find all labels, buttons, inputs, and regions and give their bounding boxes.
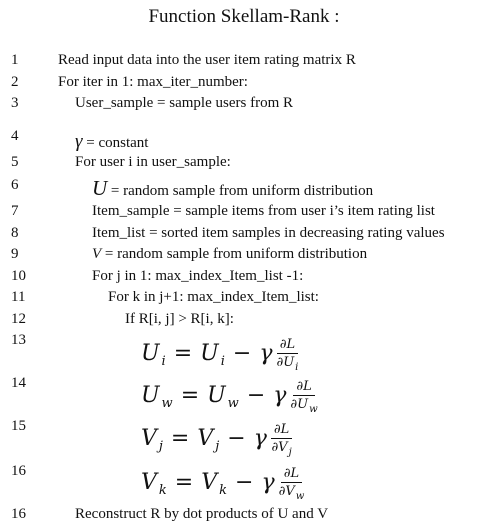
eq-gamma: γ bbox=[261, 469, 275, 495]
eq-equals: = bbox=[170, 425, 190, 451]
eq-denominator bbox=[290, 396, 318, 415]
line-number-7: 7 bbox=[11, 203, 19, 219]
eq-fraction bbox=[290, 378, 318, 415]
line-number-6: 6 bbox=[11, 177, 19, 193]
eq-gamma: γ bbox=[253, 425, 267, 451]
eq-fraction bbox=[276, 336, 299, 373]
line-12-text: If R[i, j] > R[i, k]: bbox=[125, 311, 234, 327]
eq-den-sub: w bbox=[309, 403, 318, 415]
line-number-12: 12 bbox=[11, 311, 26, 327]
line-number-5: 5 bbox=[11, 154, 19, 170]
line-11-text: For k in j+1: max_index_Item_list: bbox=[108, 289, 319, 305]
line-2-text: For iter in 1: max_iter_number: bbox=[58, 74, 248, 90]
eq-var: V bbox=[197, 425, 214, 451]
line-3-text: User_sample = sample users from R bbox=[75, 95, 293, 111]
eq-minus: − bbox=[227, 425, 246, 451]
line-number-13: 13 bbox=[11, 332, 26, 348]
v-symbol: V bbox=[92, 246, 102, 262]
line-6-rest: = random sample from uniform distribution bbox=[107, 183, 374, 199]
eq-numerator: ∂L bbox=[281, 466, 302, 483]
eq-numerator: ∂L bbox=[277, 337, 298, 354]
eq-equals: = bbox=[180, 382, 200, 408]
algorithm-title: Function Skellam-Rank : bbox=[148, 6, 340, 27]
eq-den-var: ∂V bbox=[278, 483, 295, 499]
line-10-text: For j in 1: max_index_Item_list -1: bbox=[92, 268, 304, 284]
line-number-16b: 16 bbox=[11, 506, 26, 522]
line-7-text: Item_sample = sample items from user i’s item rating list bbox=[92, 203, 435, 219]
line-9-rest: = random sample from uniform distribution bbox=[101, 246, 368, 262]
eq-equals: = bbox=[174, 469, 194, 495]
line-4-text bbox=[75, 131, 148, 153]
eq-var: U bbox=[141, 382, 160, 408]
line-number-1: 1 bbox=[11, 52, 19, 68]
line-9-text bbox=[92, 246, 367, 263]
eq-den-var: ∂V bbox=[271, 439, 288, 455]
eq-sub: j bbox=[158, 438, 163, 454]
eq-gamma: γ bbox=[259, 340, 273, 366]
line-number-3: 3 bbox=[11, 95, 19, 111]
eq-fraction bbox=[271, 421, 292, 458]
eq-sub: j bbox=[215, 438, 220, 454]
eq-den-sub: w bbox=[295, 490, 305, 502]
line-number-9: 9 bbox=[11, 246, 19, 262]
eq-sub: i bbox=[161, 353, 166, 369]
line-6-text bbox=[92, 176, 373, 201]
eq-den-var: ∂U bbox=[290, 396, 309, 412]
line-16-text: Reconstruct R by dot products of U and V bbox=[75, 506, 329, 522]
equation-update-uw bbox=[141, 373, 318, 417]
eq-fraction bbox=[278, 465, 305, 502]
eq-den-var: ∂U bbox=[276, 354, 295, 370]
eq-gamma: γ bbox=[273, 382, 287, 408]
eq-minus: − bbox=[246, 382, 266, 408]
eq-sub: i bbox=[220, 353, 225, 369]
eq-minus: − bbox=[232, 340, 252, 366]
eq-denominator bbox=[278, 483, 305, 502]
line-4-rest: = constant bbox=[82, 135, 149, 151]
eq-var: U bbox=[207, 382, 226, 408]
line-number-16a: 16 bbox=[11, 463, 26, 479]
eq-sub: w bbox=[161, 395, 173, 411]
line-8-text: Item_list = sorted item samples in decreasing rating values bbox=[92, 225, 445, 241]
eq-den-sub: i bbox=[295, 361, 299, 373]
eq-denominator bbox=[276, 354, 299, 373]
gamma-symbol: γ bbox=[75, 131, 83, 152]
eq-minus: − bbox=[235, 469, 254, 495]
eq-sub: k bbox=[219, 482, 227, 498]
equation-update-vj bbox=[141, 416, 292, 460]
eq-numerator: ∂L bbox=[271, 422, 292, 439]
eq-sub: w bbox=[227, 395, 239, 411]
eq-var: V bbox=[201, 469, 218, 495]
line-number-11: 11 bbox=[11, 289, 26, 305]
eq-var: U bbox=[141, 340, 160, 366]
eq-var: U bbox=[200, 340, 219, 366]
equation-update-ui bbox=[141, 331, 298, 375]
line-number-8: 8 bbox=[11, 225, 19, 241]
eq-var: V bbox=[141, 425, 157, 451]
eq-den-sub: j bbox=[288, 446, 292, 458]
eq-sub: k bbox=[158, 482, 167, 498]
line-number-14: 14 bbox=[11, 375, 26, 391]
line-number-4: 4 bbox=[11, 128, 19, 144]
equation-update-vk bbox=[141, 460, 304, 504]
line-5-text: For user i in user_sample: bbox=[75, 154, 231, 170]
line-number-10: 10 bbox=[11, 268, 26, 284]
line-number-15: 15 bbox=[11, 418, 26, 434]
line-number-2: 2 bbox=[11, 74, 19, 90]
eq-equals: = bbox=[173, 340, 193, 366]
line-1-text: Read input data into the user item rating matrix R bbox=[58, 52, 356, 68]
eq-var: V bbox=[141, 469, 157, 495]
eq-numerator: ∂L bbox=[293, 379, 314, 396]
eq-denominator bbox=[271, 439, 292, 458]
u-symbol: U bbox=[92, 176, 108, 200]
